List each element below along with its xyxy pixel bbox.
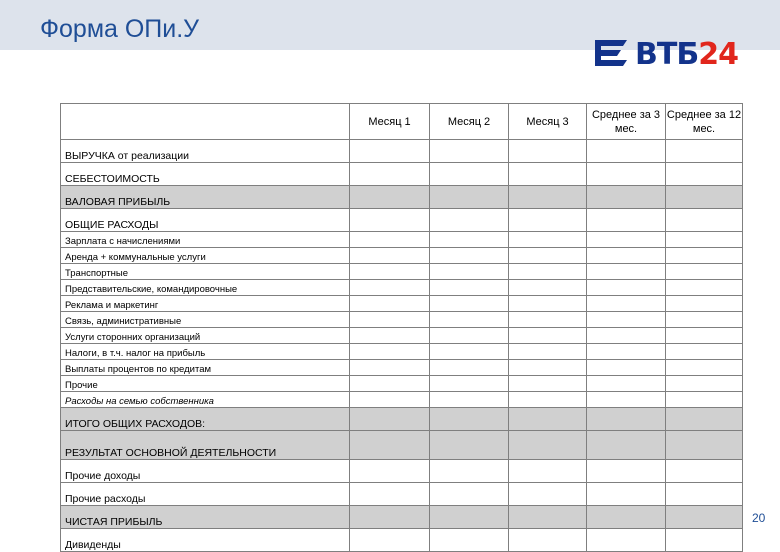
value-cell[interactable] xyxy=(430,344,509,360)
row-label: Прочие расходы xyxy=(61,483,350,506)
value-cell[interactable] xyxy=(509,248,587,264)
column-header: Месяц 1 xyxy=(350,104,430,140)
value-cell[interactable] xyxy=(350,529,430,552)
value-cell[interactable] xyxy=(430,312,509,328)
table-row xyxy=(61,408,743,431)
value-cell[interactable] xyxy=(509,328,587,344)
value-cell[interactable] xyxy=(666,209,743,232)
table-row xyxy=(61,248,743,264)
value-cell[interactable] xyxy=(666,312,743,328)
value-cell[interactable] xyxy=(350,392,430,408)
value-cell[interactable] xyxy=(666,248,743,264)
value-cell[interactable] xyxy=(350,232,430,248)
value-cell[interactable] xyxy=(350,209,430,232)
value-cell[interactable] xyxy=(666,460,743,483)
table-row xyxy=(61,296,743,312)
value-cell[interactable] xyxy=(587,328,666,344)
value-cell[interactable] xyxy=(430,232,509,248)
table-row xyxy=(61,392,743,408)
row-label: Налоги, в т.ч. налог на прибыль xyxy=(61,344,350,360)
row-label: Транспортные xyxy=(61,264,350,280)
value-cell[interactable] xyxy=(430,506,509,529)
value-cell[interactable] xyxy=(430,186,509,209)
value-cell[interactable] xyxy=(430,392,509,408)
value-cell[interactable] xyxy=(350,264,430,280)
value-cell[interactable] xyxy=(666,431,743,460)
row-label: Аренда + коммунальные услуги xyxy=(61,248,350,264)
value-cell[interactable] xyxy=(430,209,509,232)
value-cell[interactable] xyxy=(430,529,509,552)
value-cell[interactable] xyxy=(666,163,743,186)
table-row xyxy=(61,280,743,296)
value-cell[interactable] xyxy=(509,408,587,431)
value-cell[interactable] xyxy=(587,483,666,506)
value-cell[interactable] xyxy=(587,529,666,552)
value-cell[interactable] xyxy=(587,186,666,209)
value-cell[interactable] xyxy=(587,264,666,280)
value-cell[interactable] xyxy=(587,408,666,431)
value-cell[interactable] xyxy=(509,312,587,328)
value-cell[interactable] xyxy=(350,431,430,460)
value-cell[interactable] xyxy=(666,392,743,408)
table-row xyxy=(61,209,743,232)
value-cell[interactable] xyxy=(350,483,430,506)
opiu-form-table xyxy=(60,103,743,552)
logo-text-main: ВТБ xyxy=(635,37,699,72)
value-cell[interactable] xyxy=(430,264,509,280)
table-row xyxy=(61,312,743,328)
value-cell[interactable] xyxy=(350,186,430,209)
value-cell[interactable] xyxy=(666,483,743,506)
table-row xyxy=(61,431,743,460)
value-cell[interactable] xyxy=(666,376,743,392)
value-cell[interactable] xyxy=(430,408,509,431)
value-cell[interactable] xyxy=(587,344,666,360)
value-cell[interactable] xyxy=(587,280,666,296)
value-cell[interactable] xyxy=(430,376,509,392)
value-cell[interactable] xyxy=(430,163,509,186)
value-cell[interactable] xyxy=(350,360,430,376)
value-cell[interactable] xyxy=(509,360,587,376)
value-cell[interactable] xyxy=(509,296,587,312)
row-label: Реклама и маркетинг xyxy=(61,296,350,312)
value-cell[interactable] xyxy=(430,280,509,296)
value-cell[interactable] xyxy=(587,431,666,460)
value-cell[interactable] xyxy=(509,209,587,232)
value-cell[interactable] xyxy=(666,529,743,552)
value-cell[interactable] xyxy=(587,376,666,392)
value-cell[interactable] xyxy=(587,232,666,248)
value-cell[interactable] xyxy=(509,506,587,529)
row-label: ВАЛОВАЯ ПРИБЫЛЬ xyxy=(61,186,350,209)
value-cell[interactable] xyxy=(666,280,743,296)
column-header: Месяц 3 xyxy=(509,104,587,140)
value-cell[interactable] xyxy=(587,392,666,408)
value-cell[interactable] xyxy=(587,163,666,186)
value-cell[interactable] xyxy=(350,376,430,392)
value-cell[interactable] xyxy=(666,344,743,360)
value-cell[interactable] xyxy=(509,460,587,483)
table-row xyxy=(61,344,743,360)
value-cell[interactable] xyxy=(350,328,430,344)
value-cell[interactable] xyxy=(509,280,587,296)
row-label: СЕБЕСТОИМОСТЬ xyxy=(61,163,350,186)
row-label: Дивиденды xyxy=(61,529,350,552)
table-row xyxy=(61,328,743,344)
value-cell[interactable] xyxy=(509,140,587,163)
value-cell[interactable] xyxy=(350,163,430,186)
value-cell[interactable] xyxy=(587,312,666,328)
logo-text xyxy=(635,37,738,72)
table-row xyxy=(61,360,743,376)
row-label: Зарплата с начислениями xyxy=(61,232,350,248)
value-cell[interactable] xyxy=(350,506,430,529)
value-cell[interactable] xyxy=(430,328,509,344)
page-number: 20 xyxy=(752,511,766,525)
value-cell[interactable] xyxy=(587,460,666,483)
table-row xyxy=(61,232,743,248)
value-cell[interactable] xyxy=(509,392,587,408)
value-cell[interactable] xyxy=(587,506,666,529)
row-label: ВЫРУЧКА от реализации xyxy=(61,140,350,163)
value-cell[interactable] xyxy=(509,529,587,552)
row-label: Связь, административные xyxy=(61,312,350,328)
value-cell[interactable] xyxy=(509,344,587,360)
value-cell[interactable] xyxy=(666,328,743,344)
row-label: Прочие доходы xyxy=(61,460,350,483)
row-label: ОБЩИЕ РАСХОДЫ xyxy=(61,209,350,232)
value-cell[interactable] xyxy=(509,186,587,209)
value-cell[interactable] xyxy=(350,312,430,328)
value-cell[interactable] xyxy=(666,140,743,163)
column-header: Месяц 2 xyxy=(430,104,509,140)
row-label: ИТОГО ОБЩИХ РАСХОДОВ: xyxy=(61,408,350,431)
row-label: Расходы на семью собственника xyxy=(61,392,350,408)
value-cell[interactable] xyxy=(350,248,430,264)
value-cell[interactable] xyxy=(666,186,743,209)
row-label: Представительские, командировочные xyxy=(61,280,350,296)
value-cell[interactable] xyxy=(587,140,666,163)
table-row xyxy=(61,186,743,209)
vtb24-logo xyxy=(593,36,753,78)
value-cell[interactable] xyxy=(587,209,666,232)
row-label: ЧИСТАЯ ПРИБЫЛЬ xyxy=(61,506,350,529)
value-cell[interactable] xyxy=(587,296,666,312)
logo-text-number: 24 xyxy=(698,37,738,72)
value-cell[interactable] xyxy=(350,280,430,296)
value-cell[interactable] xyxy=(587,248,666,264)
value-cell[interactable] xyxy=(666,506,743,529)
table-row xyxy=(61,483,743,506)
value-cell[interactable] xyxy=(430,140,509,163)
column-header: Среднее за 12 мес. xyxy=(666,104,743,140)
value-cell[interactable] xyxy=(430,248,509,264)
value-cell[interactable] xyxy=(666,264,743,280)
value-cell[interactable] xyxy=(509,264,587,280)
value-cell[interactable] xyxy=(587,360,666,376)
table-row xyxy=(61,376,743,392)
value-cell[interactable] xyxy=(666,296,743,312)
header-corner-cell xyxy=(61,104,350,140)
row-label: Прочие xyxy=(61,376,350,392)
value-cell[interactable] xyxy=(350,296,430,312)
value-cell[interactable] xyxy=(430,360,509,376)
table-row xyxy=(61,529,743,552)
table-row xyxy=(61,460,743,483)
value-cell[interactable] xyxy=(509,483,587,506)
value-cell[interactable] xyxy=(430,460,509,483)
value-cell[interactable] xyxy=(509,431,587,460)
value-cell[interactable] xyxy=(509,163,587,186)
value-cell[interactable] xyxy=(350,460,430,483)
page-title: Форма ОПи.У xyxy=(40,15,200,43)
column-header: Среднее за 3 мес. xyxy=(587,104,666,140)
table-row xyxy=(61,264,743,280)
row-label: Выплаты процентов по кредитам xyxy=(61,360,350,376)
value-cell[interactable] xyxy=(430,296,509,312)
row-label: РЕЗУЛЬТАТ ОСНОВНОЙ ДЕЯТЕЛЬНОСТИ xyxy=(61,431,350,460)
table-row xyxy=(61,163,743,186)
value-cell[interactable] xyxy=(350,140,430,163)
table-row xyxy=(61,506,743,529)
bank-logo-icon xyxy=(593,36,633,78)
value-cell[interactable] xyxy=(666,232,743,248)
row-label: Услуги сторонних организаций xyxy=(61,328,350,344)
table-header-row xyxy=(61,104,743,140)
value-cell[interactable] xyxy=(666,360,743,376)
value-cell[interactable] xyxy=(666,408,743,431)
value-cell[interactable] xyxy=(350,344,430,360)
value-cell[interactable] xyxy=(430,431,509,460)
value-cell[interactable] xyxy=(509,232,587,248)
value-cell[interactable] xyxy=(509,376,587,392)
value-cell[interactable] xyxy=(350,408,430,431)
value-cell[interactable] xyxy=(430,483,509,506)
table-row xyxy=(61,140,743,163)
